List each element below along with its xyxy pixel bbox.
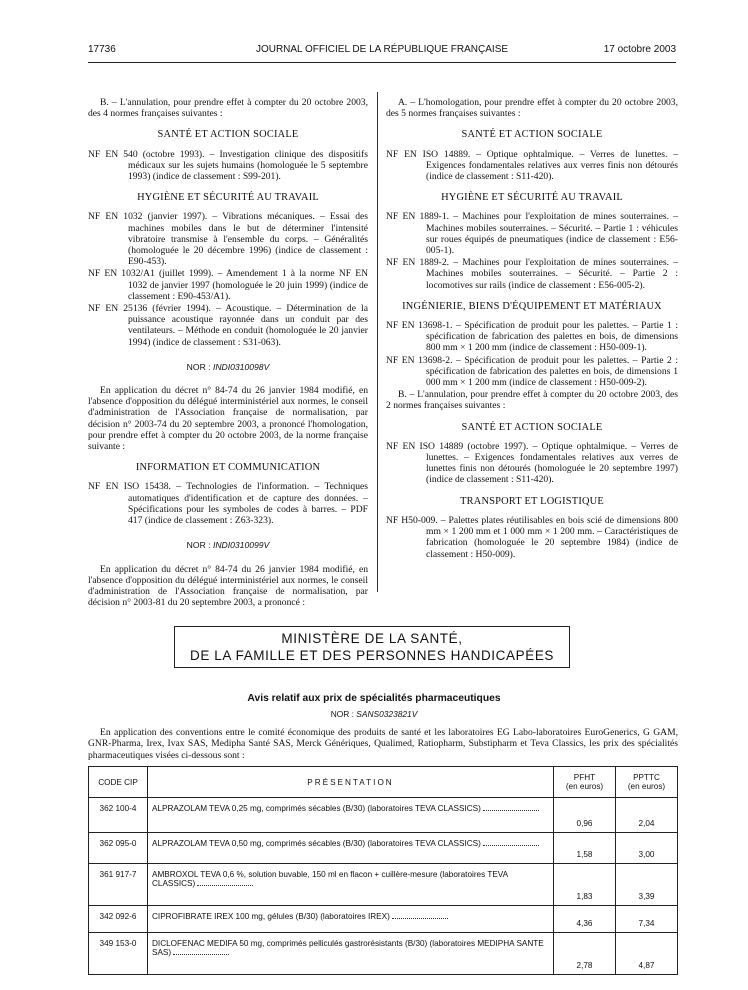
- header-rule: [88, 62, 676, 63]
- cell-pfht: 4,36: [554, 906, 616, 933]
- header-ppttc-label: PPTTC: [633, 773, 660, 782]
- standard-entry: NF EN 1889-1. – Machines pour l'exploitation de mines souterraines. – Machines mobiles souterraines. – Sécurité. – Partie 1 : véhicules sur roues équipés de pneumatiques (indice de classement : E56-005-1).: [386, 211, 678, 257]
- section-heading: INGÉNIERIE, BIENS D'ÉQUIPEMENT ET MATÉRIAUX: [402, 300, 662, 312]
- ministry-line: MINISTÈRE DE LA SANTÉ,: [281, 631, 463, 646]
- header-ppttc-unit: (en euros): [627, 782, 666, 791]
- cell-pfht: 1,83: [554, 864, 616, 906]
- section-heading: SANTÉ ET ACTION SOCIALE: [157, 129, 299, 141]
- standard-entry: NF EN ISO 15438. – Technologies de l'information. – Techniques automatiques d'identification et de capture des données. – Spécifications pour les symboles de codes à barres. – PDF 417 (indice de classement : Z63-323).: [88, 481, 368, 527]
- cell-code: 349 153-0: [89, 933, 148, 975]
- presentation-text: ALPRAZOLAM TEVA 0,50 mg, comprimés sécables (B/30) (laboratoires TEVA CLASSICS): [152, 839, 481, 848]
- nor-label: NOR :: [330, 709, 354, 719]
- cell-ppttc: 7,34: [616, 906, 678, 933]
- presentation-text: DICLOFENAC MEDIFA 50 mg, comprimés pelliculés gastrorésistants (B/30) (laboratoires MEDIPHA SANTE SAS): [152, 939, 544, 957]
- standard-entry: NF EN 13698-2. – Spécification de produit pour les palettes. – Partie 2 : spécification de fabrication des palettes en bois, de dimensions 1 000 mm × 1 200 mm (indice de classement : H50-009-2).: [386, 354, 678, 389]
- left-column: [88, 97, 368, 616]
- cell-presentation: [148, 933, 554, 975]
- issue-date: 17 octobre 2003: [603, 44, 676, 55]
- cell-presentation: [148, 864, 554, 906]
- standard-entry: NF EN 13698-1. – Spécification de produit pour les palettes. – Partie 1 : spécification de fabrication des palettes en bois, de dimensions 800 mm × 1 200 mm (indice de classement : H50-009-1).: [386, 320, 678, 354]
- header-ppttc: [616, 767, 678, 798]
- table-row: [89, 798, 678, 833]
- leader-dots: [173, 954, 229, 955]
- cell-ppttc: 2,04: [616, 798, 678, 833]
- nor-label: NOR :: [186, 540, 211, 551]
- paragraph: A. – L'homologation, pour prendre effet à compter du 20 octobre 2003, des 5 normes françaises suivantes :: [386, 97, 678, 120]
- table-row: [89, 906, 678, 933]
- cell-pfht: 2,78: [554, 933, 616, 975]
- notice-intro: En application des conventions entre le comité économique des produits de santé et les laboratoires EG Labo-laboratoires EuroGenerics, G GAM, GNR-Pharma, Irex, Ivax SAS, Medipha Santé SAS, Merck Génériques, Qualimed, Ratiopharm, Substipharm et Teva Classics, les prix des spécialités pharmaceutiques visées ci-dessous sont :: [88, 727, 678, 761]
- cell-ppttc: 3,39: [616, 864, 678, 906]
- cell-pfht: 0,96: [554, 798, 616, 833]
- section-heading: SANTÉ ET ACTION SOCIALE: [461, 129, 603, 141]
- nor-label: NOR :: [186, 361, 211, 372]
- nor-code: INDI0310099V: [212, 540, 270, 551]
- page-number: 17736: [88, 44, 116, 55]
- section-heading: HYGIÈNE ET SÉCURITÉ AU TRAVAIL: [137, 192, 319, 204]
- notice-title: Avis relatif aux prix de spécialités pharmaceutiques: [247, 693, 501, 704]
- paragraph: B. – L'annulation, pour prendre effet à compter du 20 octobre 2003, des 4 normes françaises suivantes :: [88, 97, 368, 120]
- cell-code: 342 092-6: [89, 906, 148, 933]
- standard-entry: NF EN ISO 14889 (octobre 1997). – Optique ophtalmique. – Verres de lunettes. – Exigences fondamentales relatives aux verres de lunettes finis non détourés (homologuée le 20 septembre 1997) (indice de classement : S11-420).: [386, 440, 678, 486]
- cell-code: 361 917-7: [89, 864, 148, 906]
- section-heading: TRANSPORT ET LOGISTIQUE: [460, 495, 604, 507]
- standard-entry: NF EN 540 (octobre 1993). – Investigation clinique des dispositifs médicaux sur les sujets humains (homologuée le 5 septembre 1993) (indice de classement : S99-201).: [88, 148, 368, 183]
- journal-title: JOURNAL OFFICIEL DE LA RÉPUBLIQUE FRANÇAISE: [255, 44, 509, 55]
- leader-dots: [392, 918, 448, 919]
- table-header-row: [89, 767, 678, 798]
- paragraph: B. – L'annulation, pour prendre effet à compter du 20 octobre 2003, des 2 normes françaises suivantes :: [386, 389, 678, 412]
- presentation-text: CIPROFIBRATE IREX 100 mg, gélules (B/30) (laboratoires IREX): [152, 912, 390, 921]
- table-row: [89, 833, 678, 864]
- header-pfht-unit: (en euros): [565, 782, 604, 791]
- page-header: [88, 44, 676, 58]
- cell-code: 362 095-0: [89, 833, 148, 864]
- leader-dots: [483, 845, 539, 846]
- cell-presentation: [148, 798, 554, 833]
- table-row: [89, 864, 678, 906]
- section-heading: SANTÉ ET ACTION SOCIALE: [461, 421, 603, 433]
- standard-entry: NF H50-009. – Palettes plates réutilisables en bois scié de dimensions 800 mm × 1 200 mm et 1 000 mm × 1 200 mm. – Caractéristiques de fabrication (homologuée le 20 septembre 1984) (indice de classement : H50-009).: [386, 514, 678, 560]
- ministry-box: [174, 626, 570, 668]
- nor-reference: [88, 362, 368, 373]
- standard-entry: NF EN 25136 (février 1994). – Acoustique. – Détermination de la puissance acoustique rayonnée dans un conduit par des ventilateurs. – Méthode en conduit (homologuée le 20 janvier 1994) (indice de classement : S31-063).: [88, 303, 368, 348]
- cell-presentation: [148, 833, 554, 864]
- nor-code: SANS0323821V: [356, 709, 418, 719]
- header-pfht: [554, 767, 616, 798]
- ministry-line: DE LA FAMILLE ET DES PERSONNES HANDICAPÉES: [189, 648, 555, 663]
- standard-entry: NF EN 1032/A1 (juillet 1999). – Amendement 1 à la norme NF EN 1032 de janvier 1997 (homologuée le 20 juin 1999) (indice de classement : E90-453/A1).: [88, 268, 368, 302]
- cell-pfht: 1,58: [554, 833, 616, 864]
- standard-entry: NF EN 1889-2. – Machines pour l'exploitation de mines souterraines. – Machines mobiles souterraines. – Sécurité. – Partie 2 : locomotives sur rails (indice de classement : E56-005-2).: [386, 257, 678, 291]
- column-divider: [377, 92, 378, 592]
- leader-dots: [483, 810, 539, 811]
- price-table: [88, 766, 678, 975]
- right-column: [386, 97, 678, 561]
- cell-ppttc: 4,87: [616, 933, 678, 975]
- paragraph: En application du décret n° 84-74 du 26 janvier 1984 modifié, en l'absence d'opposition du délégué interministériel aux normes, le conseil d'administration de l'Association française de normalisation, par décision n° 2003-74 du 20 septembre 2003, a prononcé l'homologation, pour prendre effet à compter du 20 octobre 2003, de la norme française suivante :: [88, 385, 368, 453]
- section-heading: HYGIÈNE ET SÉCURITÉ AU TRAVAIL: [441, 192, 623, 204]
- cell-ppttc: 3,00: [616, 833, 678, 864]
- cell-code: 362 100-4: [89, 798, 148, 833]
- header-presentation: PRÉSENTATION: [148, 767, 554, 798]
- standard-entry: NF EN ISO 14889. – Optique ophtalmique. – Verres de lunettes. – Exigences fondamentales relatives aux verres finis non détourés (indice de classement : S11-420).: [386, 148, 678, 183]
- notice-nor: [0, 709, 748, 719]
- header-pfht-label: PFHT: [573, 773, 596, 782]
- presentation-text: ALPRAZOLAM TEVA 0,25 mg, comprimés sécables (B/30) (laboratoires TEVA CLASSICS): [152, 804, 481, 813]
- nor-reference: [88, 540, 368, 551]
- nor-code: INDI0310098V: [212, 361, 270, 372]
- leader-dots: [197, 885, 253, 886]
- presentation-text: AMBROXOL TEVA 0,6 %, solution buvable, 150 ml en flacon + cuillère-mesure (laboratoires TEVA CLASSICS): [152, 870, 508, 888]
- table-row: [89, 933, 678, 975]
- cell-presentation: [148, 906, 554, 933]
- paragraph: En application du décret n° 84-74 du 26 janvier 1984 modifié, en l'absence d'opposition du délégué interministériel aux normes, le conseil d'administration de l'Association française de normalisation, par décision n° 2003-81 du 20 septembre 2003, a prononcé :: [88, 563, 368, 609]
- section-heading: INFORMATION ET COMMUNICATION: [135, 462, 321, 474]
- standard-entry: NF EN 1032 (janvier 1997). – Vibrations mécaniques. – Essai des machines mobiles dans le but de déterminer l'intensité vibratoire transmise à l'ensemble du corps. – Généralités (homologuée le 20 décembre 1996) (indice de classement : E90-453).: [88, 211, 368, 268]
- header-code: CODE CIP: [89, 767, 148, 798]
